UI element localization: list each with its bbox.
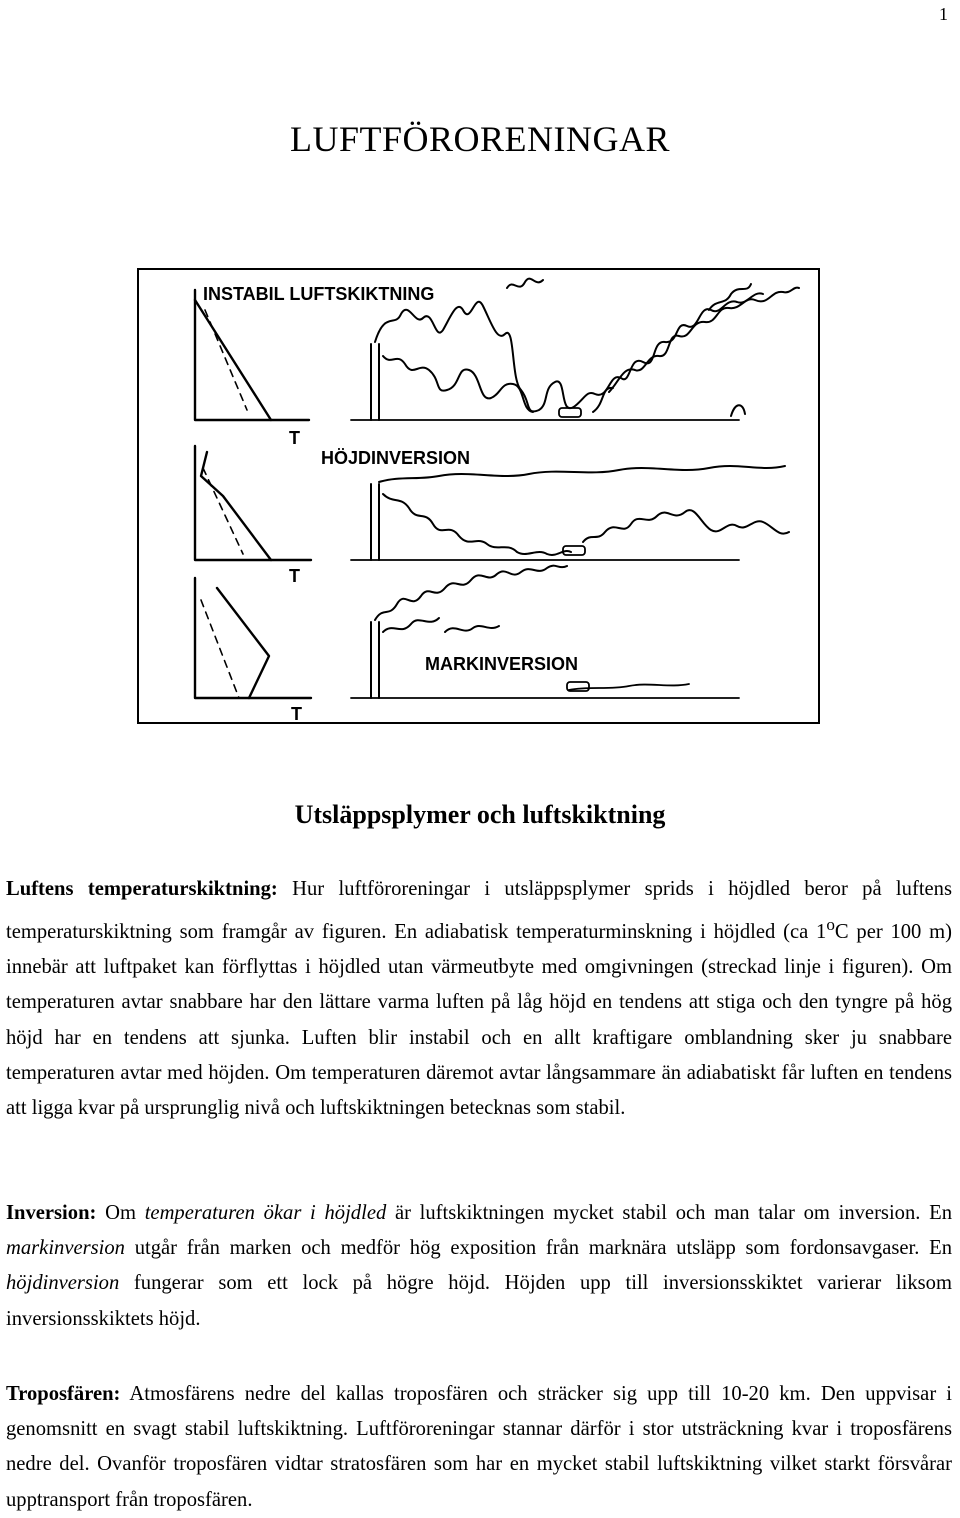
axis-label-t3: T bbox=[291, 704, 302, 724]
p2-text-1: Om bbox=[96, 1202, 145, 1224]
p1-text-a: Hur luftföroreningar i utsläppsplymer sprids i höjdled beror på luftens temperaturskiktning som framgår av figuren. En adiabatisk temperaturminskning i höjdled (ca 1 bbox=[6, 878, 952, 944]
term-inversion: Inversion: bbox=[6, 1202, 97, 1224]
p2-emph-3: höjdinversion bbox=[6, 1272, 120, 1295]
paragraph-inversion bbox=[6, 1196, 952, 1337]
markinversion-profile-diagram bbox=[195, 578, 311, 698]
stratification-figure bbox=[137, 268, 820, 724]
term-troposfaren: Troposfären: bbox=[6, 1383, 121, 1405]
looping-plume bbox=[375, 293, 763, 411]
p1-text-b: C per 100 m) innebär att luftpaket kan förflyttas i höjdled utan värmeutbyte med omgivningen (streckad linje i figuren). Om temperaturen avtar snabbare har den lättare varma luften på låg höjd en tendens att stiga och den tyngre på hög höjd har en tendens att sjunka. Luften blir instabil och en allt kraftigare omblandning sker ju snabbare temperaturen avtar med höjden. Om temperaturen däremot avtar långsammare än adiabatiskt får luften en tendens att ligga kvar på ursprunglig nivå och luftskiktningen betecknas som stabil. bbox=[6, 921, 952, 1120]
figure-drawing bbox=[139, 270, 822, 726]
fanning-plume bbox=[375, 566, 567, 620]
page-number: 1 bbox=[939, 4, 948, 24]
paragraph-troposfaren bbox=[6, 1377, 952, 1518]
degree-sup: o bbox=[826, 915, 835, 935]
axis-label-t2: T bbox=[289, 566, 300, 586]
fumigation-plume bbox=[379, 466, 785, 482]
p2-text-4: fungerar som ett lock på högre höjd. Höjden upp till inversionsskiktet varierar liksom inversionsskiktets höjd. bbox=[6, 1272, 952, 1330]
paragraph-temperaturskiktning bbox=[6, 872, 952, 1126]
label-markinversion: MARKINVERSION bbox=[425, 654, 579, 674]
p2-emph-1: temperaturen ökar i höjdled bbox=[144, 1202, 387, 1224]
hojdinversion-profile-diagram bbox=[195, 446, 311, 560]
label-instabil: INSTABIL LUFTSKIKTNING bbox=[203, 284, 435, 304]
section-subtitle: Utsläppsplymer och luftskiktning bbox=[294, 800, 666, 829]
axis-label-t1: T bbox=[289, 428, 300, 448]
p3-text: Atmosfärens nedre del kallas troposfären och sträcker sig upp till 10-20 km. Den uppvisar i genomsnitt en svagt stabil luftskiktning. Luftföroreningar stannar därför i stor utsträckning kvar i troposfärens nedre del. Ovanför troposfären vidtar stratosfären som har en mycket stabil luftskiktning vilket starkt försvårar upptransport från troposfären. bbox=[6, 1383, 952, 1511]
looping-plume-lower bbox=[383, 288, 799, 416]
label-hojdinversion: HÖJDINVERSION bbox=[321, 448, 471, 468]
document-title: LUFTFÖRORENINGAR bbox=[289, 119, 671, 159]
p2-emph-2: markinversion bbox=[6, 1237, 125, 1260]
p2-text-2: är luftskiktningen mycket stabil och man talar om inversion. En bbox=[386, 1202, 952, 1224]
term-temperaturskiktning: Luftens temperaturskiktning: bbox=[6, 878, 278, 900]
instabil-profile-diagram bbox=[195, 290, 309, 420]
p2-text-3: utgår från marken och medför hög exposition från marknära utsläpp som fordonsavgaser. En bbox=[124, 1237, 952, 1260]
